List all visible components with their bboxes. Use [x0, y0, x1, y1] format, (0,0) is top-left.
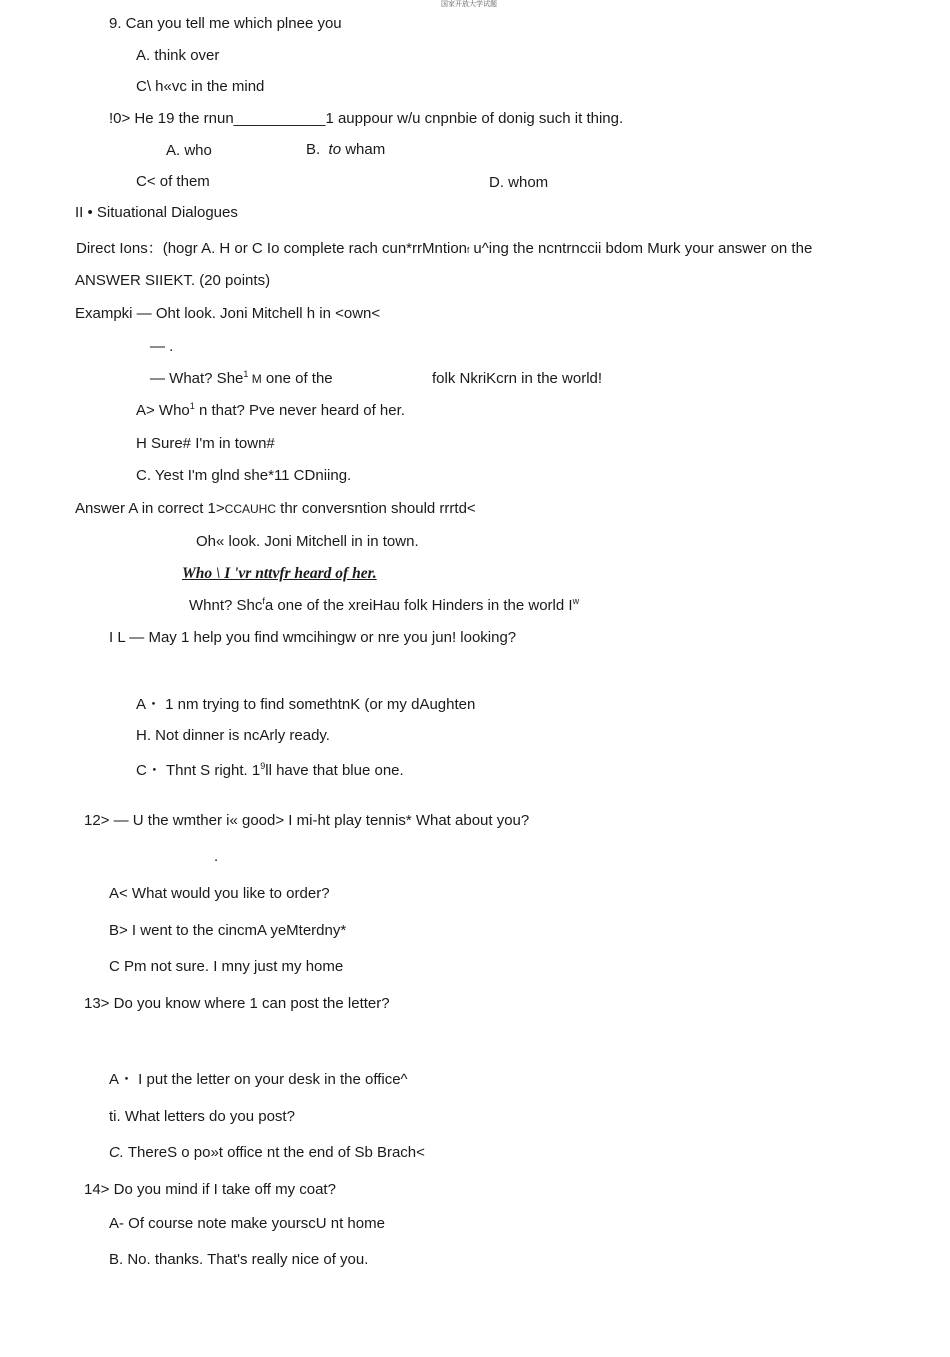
example-line3-end: folk NkriKcrn in the world! — [432, 370, 603, 387]
q10-option-d: D. whom — [489, 174, 549, 191]
q12-option-c: C Pm not sure. I mny just my home — [109, 958, 344, 975]
example-answer-line2: Who \ I 'vr nttvfr heard of her. — [182, 565, 377, 582]
q12-blank-dot: . — [214, 848, 219, 865]
example-line3: — What? She$^1$ M one of the — [150, 369, 333, 387]
page-header: 国家开放大学试题 — [441, 0, 497, 8]
example-option-a: A> Who$^1$ n that? Pve never heard of her. — [136, 401, 405, 419]
example-answer-intro: Answer A in correct 1>CCAUHC thr conversntion should rrrtd< — [75, 500, 476, 517]
section-directions-line2: ANSWER SIIEKT. (20 points) — [75, 272, 271, 289]
q12-option-b: B> I went to the cincmA yeMterdny* — [109, 922, 347, 939]
q12-stem: 12> — U the wmther i« good> I mi-ht play tennis* What about you? — [84, 812, 530, 829]
q14-option-b: B. No. thanks. That's really nice of you. — [109, 1251, 369, 1268]
q14-option-a: A- Of course note make yourscU nt home — [109, 1215, 385, 1232]
q11-option-a: A・ 1 nm trying to find somethtnK (or my dAughten — [136, 696, 476, 713]
q13-option-b: ti. What letters do you post? — [109, 1108, 295, 1125]
q13-option-a: A・ I put the letter on your desk in the office^ — [109, 1071, 408, 1088]
example-answer-line3: Whnt? Shc$^f$a one of the xreiHau folk Hinders in the world $I^w$ — [189, 596, 580, 614]
example-line1: Exampki — Oht look. Joni Mitchell h in <own< — [75, 305, 381, 322]
q9-stem: 9. Can you tell me which plnee you — [109, 15, 342, 32]
example-answer-line1: Oh« look. Joni Mitchell in in town. — [196, 533, 419, 550]
q12-option-a: A< What would you like to order? — [109, 885, 330, 902]
q13-stem: 13> Do you know where 1 can post the letter? — [84, 995, 390, 1012]
q9-option-a: A. think over — [136, 47, 220, 64]
section-directions-line1: Direct Ions：(hogr A. H or C Io complete rach cun*rrMntionf u^ing the ncntrnccii bdom Murk your answer on the — [76, 240, 813, 257]
example-option-b: H Sure# I'm in town# — [136, 435, 275, 452]
q11-stem: I L — May 1 help you find wmcihingw or nre you jun! looking? — [109, 629, 517, 646]
q11-option-c: C・ Thnt S right. $1^9ll$ have that blue one. — [136, 761, 404, 779]
example-line2: — . — [150, 338, 174, 355]
q11-option-b: H. Not dinner is ncArly ready. — [136, 727, 330, 744]
q10-option-c: C< of them — [136, 173, 210, 190]
q14-stem: 14> Do you mind if I take off my coat? — [84, 1181, 336, 1198]
example-option-c: C. Yest I'm glnd she*11 CDniing. — [136, 467, 352, 484]
q13-option-c: C. ThereS o po»t office nt the end of Sb Brach< — [109, 1144, 425, 1161]
q10-option-b: B. to wham — [306, 141, 386, 158]
q10-option-a: A. who — [166, 142, 212, 159]
section-title: II • Situational Dialogues — [75, 204, 238, 221]
q9-option-c: C\ h«vc in the mind — [136, 78, 265, 95]
q10-stem: !0> He 19 the rnun___________1 auppour w/u cnpnbie of donig such it thing. — [109, 110, 624, 127]
